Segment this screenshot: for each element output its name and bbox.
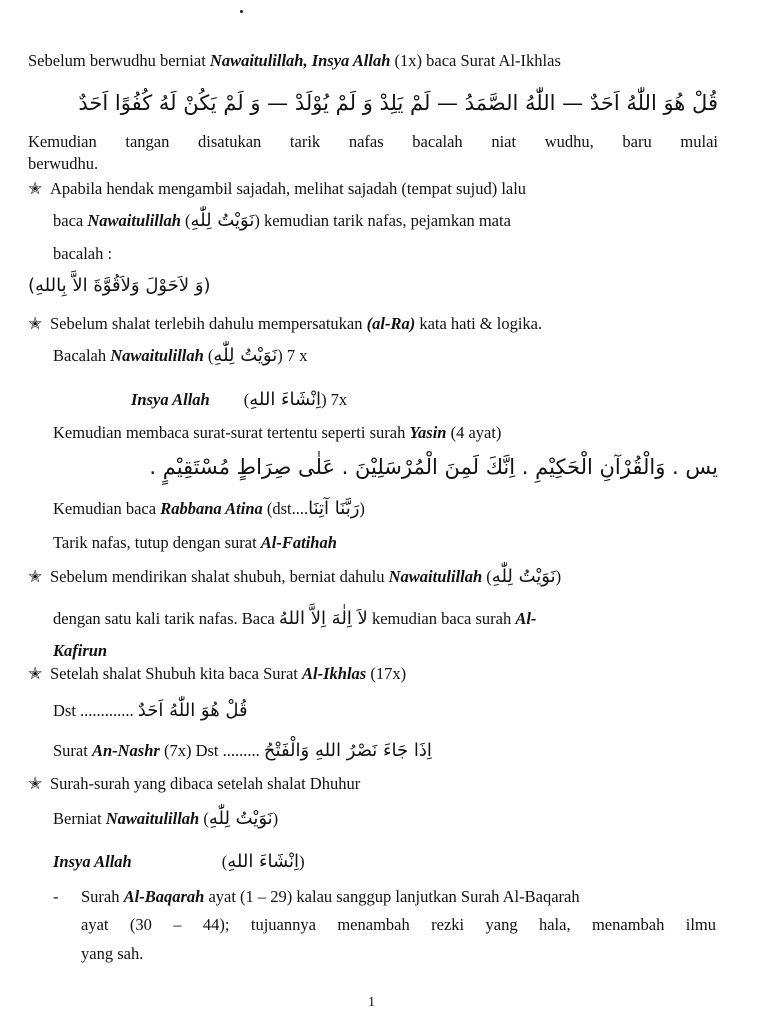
bullet-shubuh-line3: Kafirun: [53, 641, 108, 660]
emphasis: Nawaitulillah: [388, 567, 483, 586]
arabic-hauqalah: (وَ لاَحَوْلَ وَلاَقُوَّةَ الاَّ بِاللهِ): [28, 275, 211, 296]
arabic-niat: نَوَيْتُ لِلّٰهِ: [208, 808, 273, 829]
text: (: [482, 567, 492, 586]
emphasis: Insya Allah: [53, 852, 132, 871]
arabic-tahlil: لاَ اِلٰهَ اِلاَّ اللهُ: [278, 608, 368, 629]
emphasis: Al-: [515, 609, 537, 628]
star-bullet-icon: ✭: [28, 567, 43, 587]
paragraph-wudhu: [28, 131, 718, 175]
arabic-ikhlas-short: قُلْ هُوَ اللّٰهُ اَحَدٌ: [137, 700, 248, 721]
text: (: [180, 211, 191, 230]
arabic-niat: نَوَيْتُ لِلّٰهِ: [491, 566, 556, 587]
bullet-setelah-shubuh: [28, 663, 406, 685]
intro-line: [28, 50, 561, 72]
emphasis: Yasin: [409, 423, 447, 442]
emphasis: Al-Fatihah: [260, 533, 337, 552]
line-bacalah: [53, 345, 307, 367]
text: ayat (1 – 29) kalau sanggup lanjutkan Surah Al-Baqarah: [204, 887, 580, 906]
text: Kemudian membaca surat-surat tertentu seperti surah: [53, 423, 410, 442]
bullet-sajadah-line2: [53, 210, 511, 232]
text: (7x) Dst .........: [159, 741, 260, 760]
line-insya-allah-2: [53, 851, 305, 873]
paragraph-wudhu-line1: Kemudian tangan disatukan tarik nafas bacalah niat wudhu, baru mulai: [28, 132, 718, 151]
dash-bullet: -: [53, 887, 59, 906]
text: ): [272, 809, 279, 828]
text: ): [299, 852, 305, 871]
bullet-shubuh: [28, 566, 561, 588]
arabic-rabbana: رَبَّنَا آتِنَا: [308, 498, 360, 519]
text: (: [243, 390, 250, 409]
arabic-niat: نَوَيْتُ لِلّٰهِ: [213, 345, 278, 366]
star-bullet-icon: ✭: [28, 314, 43, 334]
text: Sebelum mendirikan shalat shubuh, berniat dahulu: [50, 567, 389, 586]
emphasis: (al-Ra): [366, 314, 416, 333]
line-an-nashr: [53, 740, 432, 762]
text: (dst....: [262, 499, 309, 518]
emphasis: Al-Baqarah: [123, 887, 205, 906]
arabic-yasin: يس . وَالْقُرْآنِ الْحَكِيْمِ . اِنَّكَ لَمِنَ الْمُرْسَلِيْنَ . عَلٰى صِرَاطٍ مُسْتَقِيْمٍ .: [149, 455, 718, 479]
intro-emphasis: Nawaitulillah, Insya Allah: [209, 51, 391, 70]
page-number: 1: [368, 995, 375, 1010]
text: Surah-surah yang dibaca setelah shalat Dhuhur: [50, 774, 361, 793]
text: baca: [53, 211, 88, 230]
text: dengan satu kali tarik nafas. Baca: [53, 609, 279, 628]
line-rabbana: [53, 498, 365, 520]
line-fatihah: [53, 532, 337, 554]
bullet-shubuh-line2: [53, 608, 536, 630]
emphasis: An-Nashr: [91, 741, 160, 760]
bullet-sajadah: [28, 178, 718, 200]
star-bullet-icon: ✭: [28, 179, 43, 199]
line-yasin: [53, 422, 501, 444]
text: ) kemudian tarik nafas, pejamkan mata: [254, 211, 511, 230]
arabic-an-nashr: اِذَا جَاءَ نَصْرُ اللهِ وَالْفَتْحُ: [263, 740, 432, 761]
arabic-niat: نَوَيْتُ لِلّٰهِ: [190, 210, 255, 231]
star-bullet-icon: ✭: [28, 774, 43, 794]
arabic-insya-allah: اِنْشَاءَ اللهِ: [227, 851, 300, 872]
text: kemudian baca surah: [367, 609, 516, 628]
text: (: [199, 809, 209, 828]
text: Sebelum shalat terlebih dahulu mempersatukan: [50, 314, 367, 333]
emphasis: Nawaitulillah: [105, 809, 200, 828]
emphasis: Al-Ikhlas: [302, 664, 367, 683]
text: kata hati & logika.: [415, 314, 543, 333]
star-bullet-icon: ✭: [28, 664, 43, 684]
text: Surah: [81, 887, 124, 906]
text: ) 7 x: [277, 346, 308, 365]
text: (17x): [366, 664, 407, 683]
text: ) 7x: [321, 390, 348, 409]
intro-text: Sebelum berwudhu berniat: [28, 51, 210, 70]
arabic-insya-allah: اِنْشَاءَ اللهِ: [249, 389, 322, 410]
list-item-al-baqarah: [53, 886, 580, 908]
text: ): [359, 499, 365, 518]
text: ayat (30 – 44); tujuannya menambah rezki yang hala, menambah ilmu: [81, 915, 716, 934]
text: Tarik nafas, tutup dengan surat: [53, 533, 261, 552]
text: Berniat: [53, 809, 106, 828]
scan-speck: [240, 10, 243, 13]
text: (: [221, 852, 228, 871]
text: (: [203, 346, 214, 365]
bullet-al-ra: [28, 313, 542, 335]
text: (4 ayat): [446, 423, 502, 442]
text: Dst .............: [53, 701, 134, 720]
text: Surat: [53, 741, 92, 760]
emphasis: Nawaitulillah: [87, 211, 181, 230]
list-item-al-baqarah-line2: [81, 914, 716, 936]
text: ): [555, 567, 562, 586]
line-insya-allah: [131, 389, 347, 411]
intro-text-end: (1x) baca Surat Al-Ikhlas: [390, 51, 561, 70]
text: Setelah shalat Shubuh kita baca Surat: [50, 664, 303, 683]
emphasis: Rabbana Atina: [160, 499, 263, 518]
line-berniat: [53, 808, 278, 830]
emphasis: Nawaitulillah: [110, 346, 204, 365]
paragraph-wudhu-line2: berwudhu.: [28, 154, 99, 173]
bullet-sajadah-line3: bacalah :: [53, 244, 113, 263]
bullet-sajadah-line1: Apabila hendak mengambil sajadah, melihat sajadah (tempat sujud) lalu: [50, 179, 527, 198]
bullet-dhuhur: [28, 773, 360, 795]
emphasis: Insya Allah: [131, 390, 210, 409]
arabic-al-ikhlas: قُلْ هُوَ اللّٰهُ اَحَدٌ — اللّٰهُ الصَّمَدُ — لَمْ يَلِدْ وَ لَمْ يُوْلَدْ — وَ لَمْ يَكُنْ لَهُ كُفُوًا اَحَدٌ: [78, 91, 718, 115]
list-item-al-baqarah-line3: yang sah.: [81, 944, 144, 963]
line-dst-ikhlas: [53, 700, 248, 722]
text: Bacalah: [53, 346, 111, 365]
text: Kemudian baca: [53, 499, 161, 518]
